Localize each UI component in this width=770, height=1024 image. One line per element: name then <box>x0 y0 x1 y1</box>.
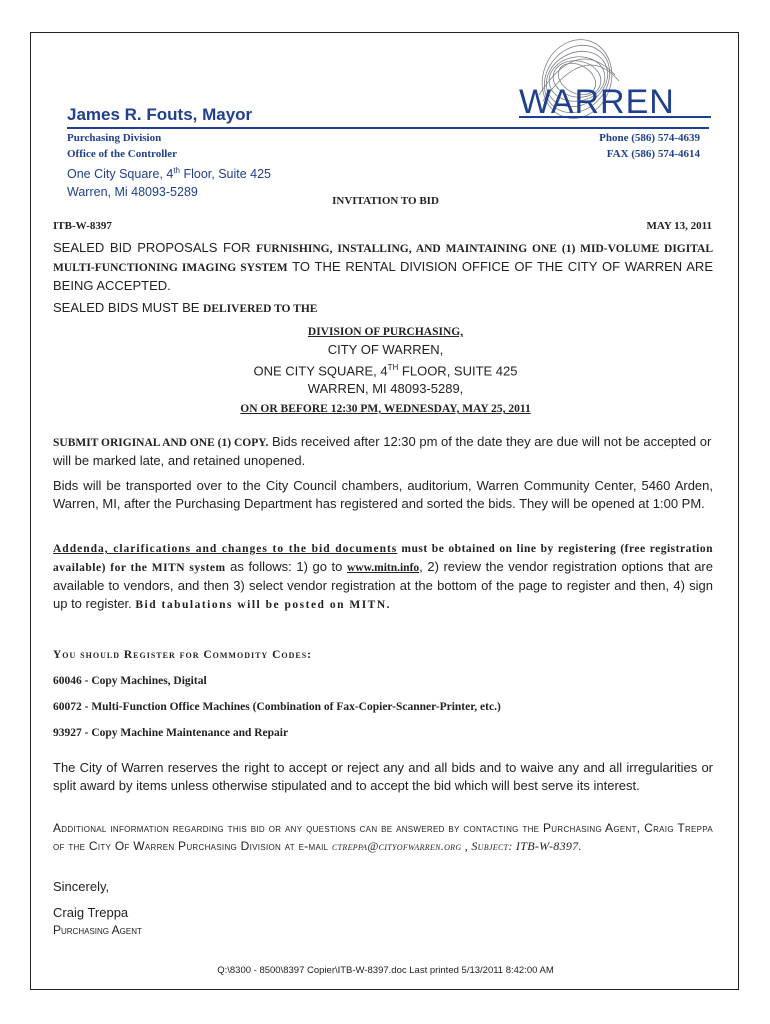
delivery-address-line-4: WARREN, MI 48093-5289, <box>307 381 464 397</box>
delivery-address-line-1: DIVISION OF PURCHASING, <box>307 326 464 338</box>
phone: Phone (586) 574-4639 <box>599 132 700 144</box>
bid-number: ITB-W-8397 <box>53 220 112 232</box>
commodity-heading: You should Register for Commodity Codes: <box>53 649 313 661</box>
document-page <box>30 32 739 990</box>
commodity-code-3: 93927 - Copy Machine Maintenance and Repair <box>53 727 289 739</box>
closing: Sincerely, <box>53 879 110 894</box>
logo-text: WARREN <box>519 83 675 121</box>
paragraph-intro: SEALED BID PROPOSALS FOR FURNISHING, INSTALLING, AND MAINTAINING ONE (1) MID-VOLUME DIGITAL MULTI-FUNCTIONING IMAGING SYSTEM TO THE RENTAL DIVISION OFFICE OF THE CITY OF WARREN ARE BEING ACCEPTED. <box>53 240 714 293</box>
paragraph-addenda: Addenda, clarifications and changes to the bid documents must be obtained on line by registering (free registration available) for the MITN system as follows: 1) go to www.mitn.info, 2) review the vendor registration options that are available to vendors, and then 3) select vendor registration at the bottom of the page to register and then, 4) sign up to register. Bid tabulations will be posted on MITN. <box>53 543 713 611</box>
header-divider <box>67 127 709 129</box>
delivery-address-line-3: ONE CITY SQUARE, 4TH FLOOR, SUITE 425 <box>253 363 518 379</box>
delivery-address-line-2: CITY OF WARREN, <box>327 342 444 357</box>
contact-email[interactable]: ctreppa@cityofwarren.org <box>332 839 462 853</box>
doc-title: INVITATION TO BID <box>332 195 439 207</box>
commodity-code-2: 60072 - Multi-Function Office Machines (Combination of Fax-Copier-Scanner-Printer, etc.) <box>53 701 501 713</box>
mitn-link[interactable]: www.mitn.info <box>346 562 420 574</box>
paragraph-submit: SUBMIT ORIGINAL AND ONE (1) COPY. Bids received after 12:30 pm of the date they are due will not be accepted or will be marked late, and retained unopened. <box>53 434 712 468</box>
file-footer: Q:\8300 - 8500\8397 Copier\ITB-W-8397.doc Last printed 5/13/2011 8:42:00 AM <box>217 965 554 976</box>
contact-block <box>599 130 700 162</box>
address-line-2: Warren, Mi 48093-5289 <box>67 185 198 200</box>
dept-line-2: Office of the Controller <box>67 148 178 160</box>
signer-title: Purchasing Agent <box>53 923 142 937</box>
mayor-name: James R. Fouts, Mayor <box>67 105 253 124</box>
deadline: ON OR BEFORE 12:30 PM, WEDNESDAY, MAY 25, 2011 <box>240 403 531 415</box>
paragraph-transport: Bids will be transported over to the City Council chambers, auditorium, Warren Community Center, 5460 Arden, Warren, MI, after the Purchasing Department has registered and sorted the bids. They will be opened at 1:00 PM. <box>53 478 713 511</box>
paragraph-deliver: SEALED BIDS MUST BE DELIVERED TO THE <box>53 300 318 315</box>
signer-name: Craig Treppa <box>53 905 129 920</box>
address-line-1: One City Square, 4th Floor, Suite 425 <box>67 166 272 182</box>
fax: FAX (586) 574-4614 <box>606 148 700 160</box>
commodity-code-1: 60046 - Copy Machines, Digital <box>53 675 207 687</box>
paragraph-contact: Additional information regarding this bid or any questions can be answered by contacting the Purchasing Agent, Craig Treppa of the City Of Warren Purchasing Division at e-mail ctreppa@cityofwarren.org , Subject: ITB-W-8397. <box>53 821 713 853</box>
bid-date: MAY 13, 2011 <box>646 220 712 232</box>
dept-line-1: Purchasing Division <box>67 132 162 144</box>
delivery-address <box>31 323 740 398</box>
sender-block <box>67 130 271 201</box>
paragraph-reserves: The City of Warren reserves the right to accept or reject any and all bids and to waive any and all irregularities or split award by items unless otherwise stipulated and to accept the bid which will best serve its interest. <box>53 760 713 793</box>
